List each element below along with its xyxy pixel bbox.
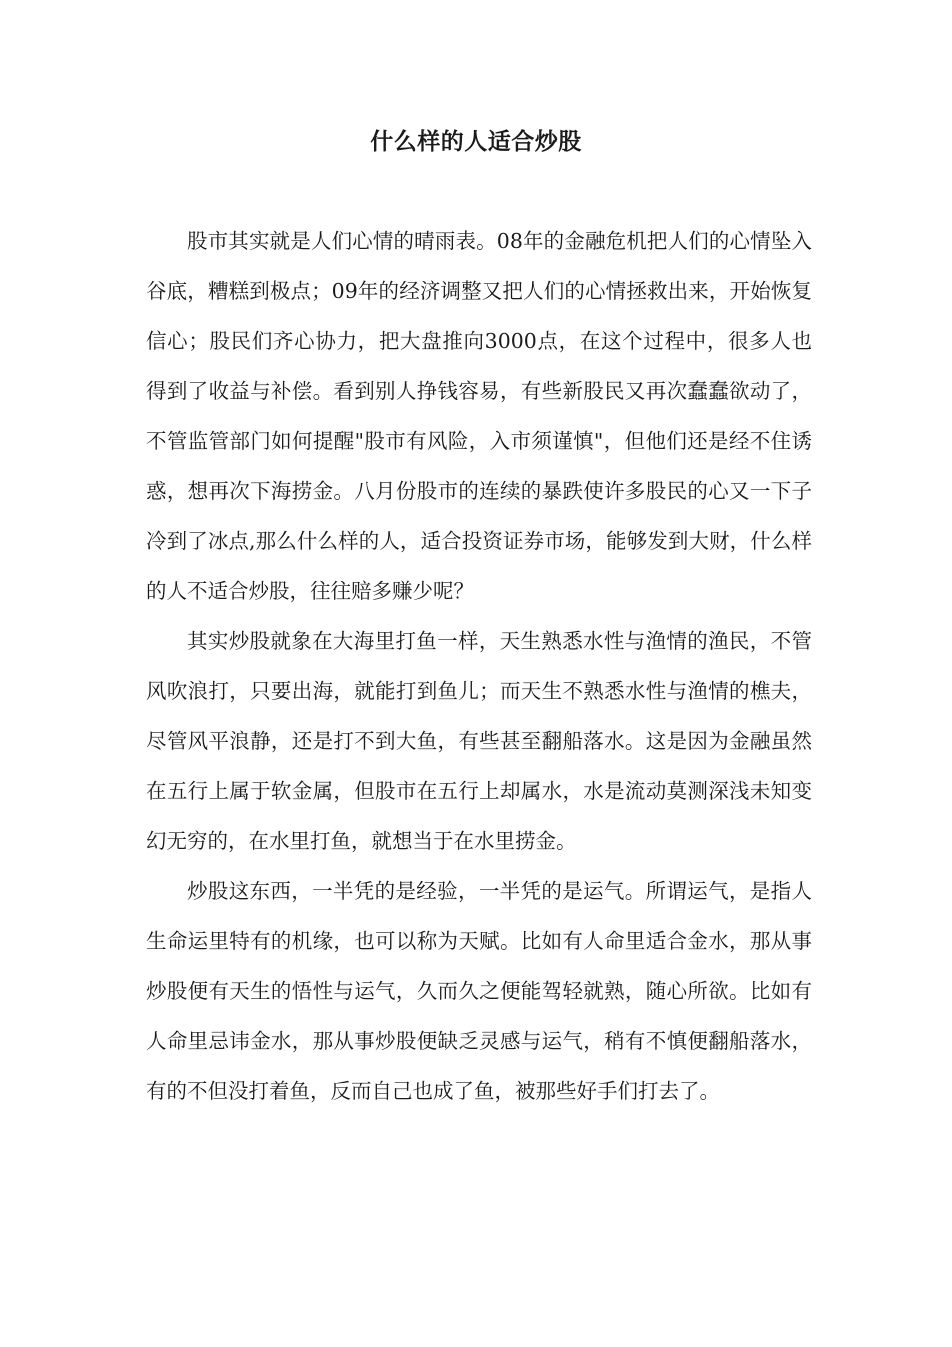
- paragraph-2: 其实炒股就象在大海里打鱼一样，天生熟悉水性与渔情的渔民，不管风吹浪打，只要出海，就能打到鱼儿；而天生不熟悉水性与渔情的樵夫，尽管风平浪静，还是打不到大鱼，有些甚至翻船落水。这是因为金融虽然在五行上属于软金属，但股市在五行上却属水，水是流动莫测深浅未知变幻无穷的，在水里打鱼，就想当于在水里捞金。: [146, 629, 812, 853]
- document-title: 什么样的人适合炒股: [370, 128, 582, 155]
- paragraph-3: 炒股这东西，一半凭的是经验，一半凭的是运气。所谓运气，是指人生命运里特有的机缘，也可以称为天赋。比如有人命里适合金水，那从事炒股便有天生的悟性与运气，久而久之便能驾轻就熟，随心所欲。比如有人命里忌讳金水，那从事炒股便缺乏灵感与运气，稍有不慎便翻船落水，有的不但没打着鱼，反而自己也成了鱼，被那些好手们打去了。: [146, 879, 812, 1103]
- document-body: [146, 216, 812, 1116]
- paragraph-1: 股市其实就是人们心情的晴雨表。08年的金融危机把人们的心情坠入谷底，糟糕到极点；09年的经济调整又把人们的心情拯救出来，开始恢复信心；股民们齐心协力，把大盘推向3000点，在这个过程中，很多人也得到了收益与补偿。看到别人挣钱容易，有些新股民又再次蠢蠢欲动了，不管监管部门如何提醒"股市有风险，入市须谨慎"，但他们还是经不住诱惑，想再次下海捞金。八月份股市的连续的暴跌使许多股民的心又一下子冷到了冰点,那么什么样的人，适合投资证券市场，能够发到大财，什么样的人不适合炒股，往往赔多赚少呢？: [146, 229, 812, 603]
